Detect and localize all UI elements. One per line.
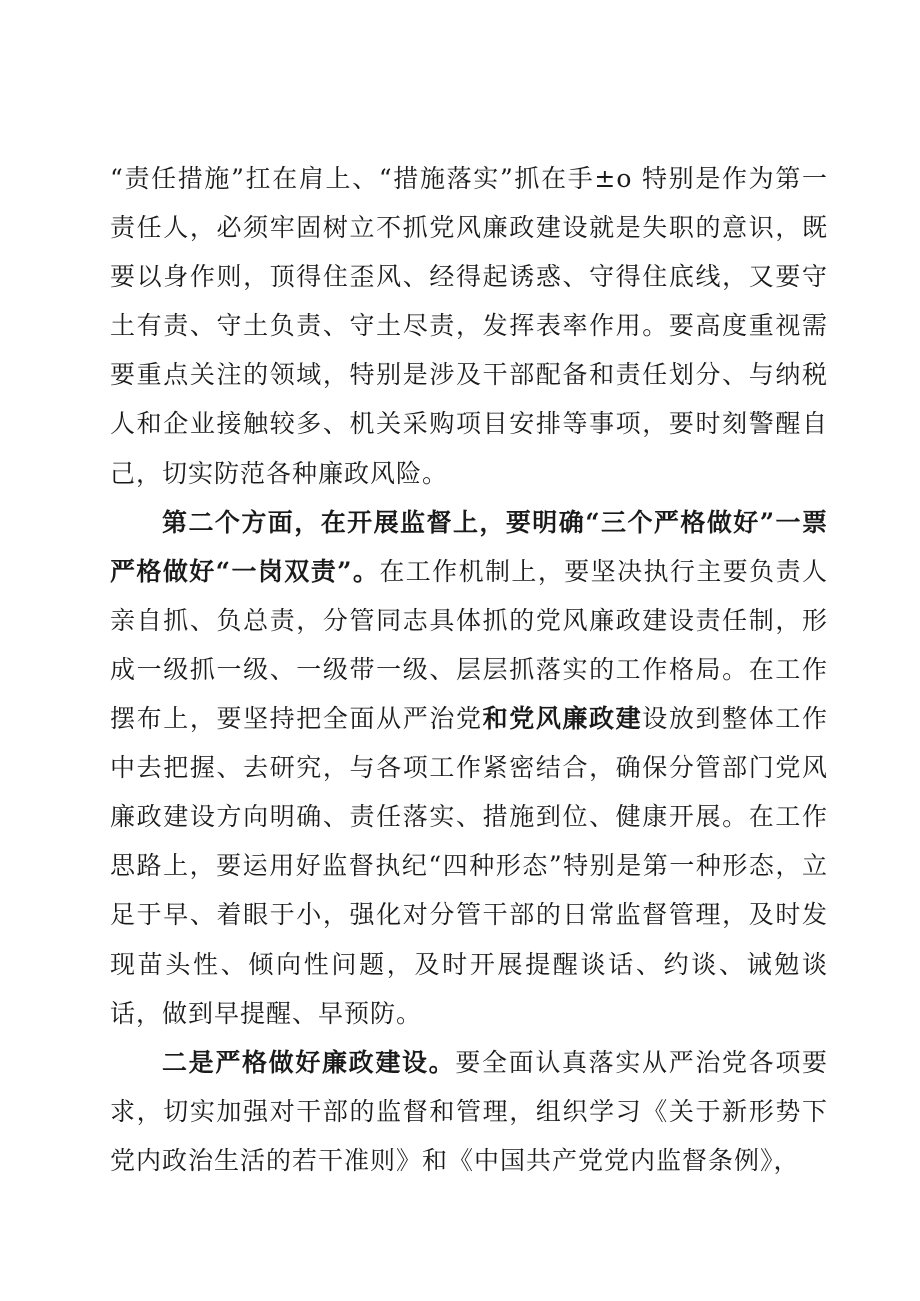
paragraph-3-heading: 二是严格做好廉政建设。 [162,1047,456,1077]
paragraph-1 [110,154,828,498]
paragraph-3-text: 要全面认真落实从严治党各项要求，切实加强对干部的监督和管理，组织学习《关于新形势下党内政治生活的若干准则》和《中国共产党党内监督条例》， [110,1047,828,1175]
paragraph-2-bold-phrase: 和党风廉政建 [482,704,643,734]
paragraph-2-text-a: 在工作机制上，要坚决执行主要负责人亲自抓、负总责，分管同志具体抓的党风廉政建设责任制，形成一级抓一级、一级带一级、层层抓落实的工作格局。在工作摆布上，要坚持把全面从严治党 [110,556,828,734]
paragraph-3 [110,1038,828,1185]
paragraph-2-text-b: 设放到整体工作中去把握、去研究，与各项工作紧密结合，确保分管部门党风廉政建设方向明确、责任落实、措施到位、健康开展。在工作思路上，要运用好监督执纪“四种形态”特别是第一种形态，立足于早、着眼于小，强化对分管干部的日常监督管理，及时发现苗头性、倾向性问题，及时开展提醒谈话、约谈、诫勉谈话，做到早提醒、早预防。 [110,704,828,1028]
paragraph-2-heading: 第二个方面，在开展监督上，要明确“三个严格做好”一票严格做好“一岗双责”。 [110,507,828,586]
paragraph-1-text: “责任措施”扛在肩上、“措施落实”抓在手±o 特别是作为第一责任人，必须牢固树立不抓党风廉政建设就是失职的意识，既要以身作则，顶得住歪风、经得起诱惑、守得住底线，又要守土有责、守土负责、守土尽责，发挥表率作用。要高度重视需要重点关注的领域，特别是涉及干部配备和责任划分、与纳税人和企业接触较多、机关采购项目安排等事项，要时刻警醒自己，切实防范各种廉政风险。 [110,164,828,488]
document-body [110,154,828,1185]
paragraph-2 [110,498,828,1038]
